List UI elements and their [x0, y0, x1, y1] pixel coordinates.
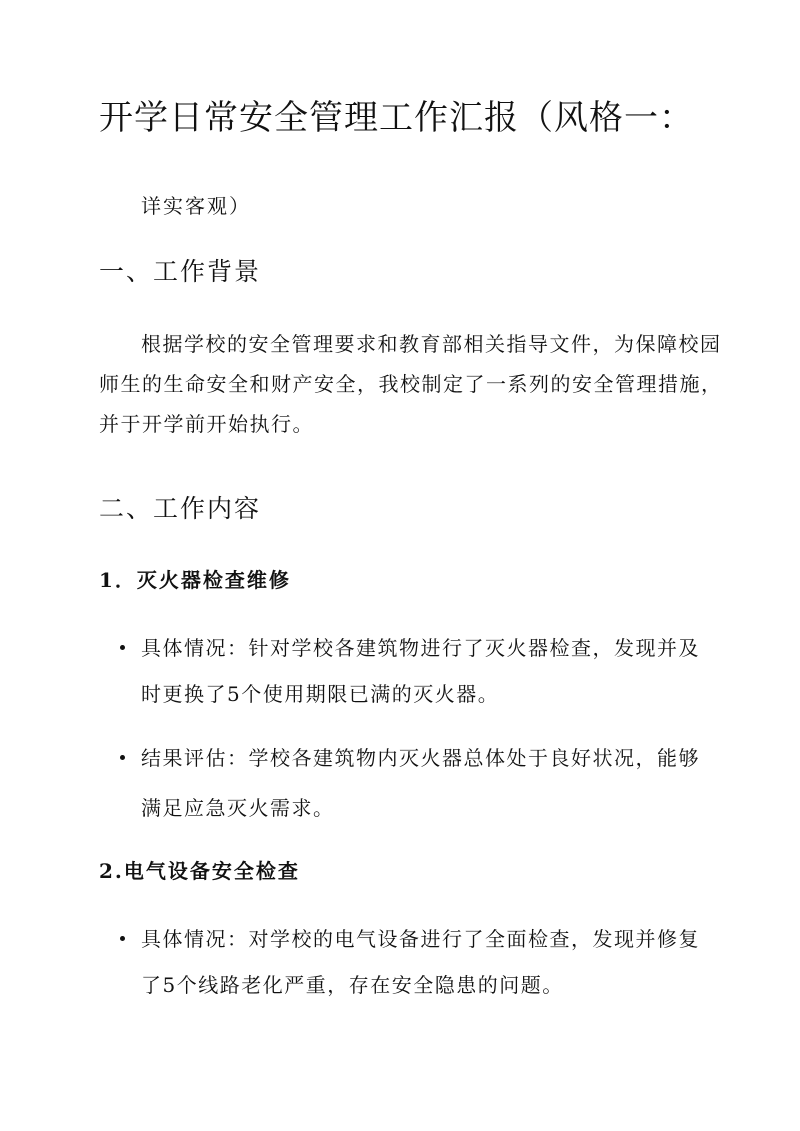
bullet-text: 结果评估：学校各建筑物内灭火器总体处于良好状况，能够 — [141, 746, 700, 770]
subsection-heading-electrical: 2.电气设备安全检查 — [99, 859, 300, 883]
bullet-text: 满足应急灭火需求。 — [141, 796, 335, 820]
section-heading-background: 一、工作背景 — [99, 257, 262, 286]
paragraph-line: 根据学校的安全管理要求和教育部相关指导文件，为保障校园 — [141, 332, 722, 356]
bullet-dot-icon — [120, 755, 125, 760]
document-title-continuation: 详实客观） — [141, 194, 251, 218]
bullet-dot-icon — [120, 645, 125, 650]
bullet-text: 时更换了5个使用期限已满的灭火器。 — [141, 682, 500, 706]
background-paragraph — [99, 324, 723, 444]
section-heading-content: 二、工作内容 — [99, 494, 262, 523]
bullet-text: 具体情况：对学校的电气设备进行了全面检查，发现并修复 — [141, 927, 700, 951]
bullet-dot-icon — [120, 936, 125, 941]
paragraph-line: 并于开学前开始执行。 — [99, 412, 314, 436]
paragraph-line: 师生的生命安全和财产安全，我校制定了一系列的安全管理措施， — [99, 372, 723, 396]
bullet-text: 了5个线路老化严重，存在安全隐患的问题。 — [141, 973, 564, 997]
subsection-heading-fire-extinguisher: 1．灭火器检查维修 — [99, 568, 291, 592]
document-title: 开学日常安全管理工作汇报（风格一： — [99, 98, 694, 138]
bullet-text: 具体情况：针对学校各建筑物进行了灭火器检查，发现并及 — [141, 636, 700, 660]
